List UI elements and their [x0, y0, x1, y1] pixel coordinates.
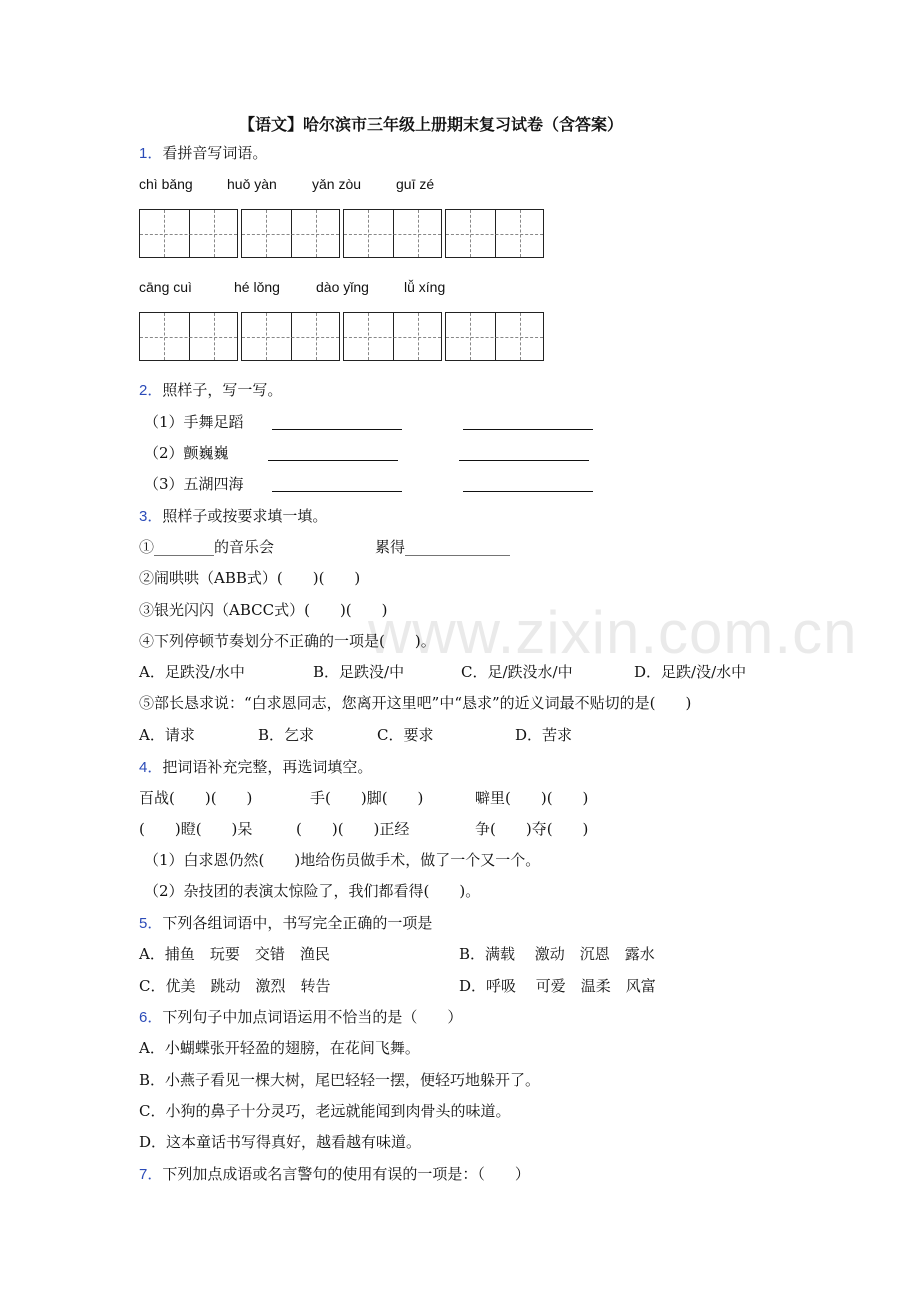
option[interactable]: B．足跌没/中: [313, 663, 405, 681]
option[interactable]: B．满载 激动 沉恩 露水: [459, 945, 655, 963]
question-3: [139, 506, 327, 527]
writing-grid[interactable]: [343, 312, 442, 361]
question-text: 照样子或按要求填一填。: [162, 507, 328, 525]
idiom-item: 百战( )( ): [139, 789, 253, 807]
option[interactable]: A．足跌没/水中: [139, 663, 245, 681]
question-1: [139, 143, 267, 164]
answer-blank[interactable]: [463, 415, 593, 430]
option[interactable]: C．优美 跳动 激烈 转告: [139, 977, 331, 995]
question-number: 1．: [139, 145, 163, 162]
question-text: 下列句子中加点词语运用不恰当的是（ ）: [162, 1008, 463, 1026]
question-number: 3．: [139, 508, 163, 525]
fill-item: ③银光闪闪（ABCC式）( )( ): [139, 601, 388, 619]
question-number: 7．: [139, 1166, 163, 1183]
question-text: 把词语补充完整，再选词填空。: [162, 758, 373, 776]
writing-grid[interactable]: [445, 209, 544, 258]
answer-blank[interactable]: [268, 446, 398, 461]
answer-blank[interactable]: [463, 477, 593, 492]
pinyin-item: guī zé: [396, 176, 435, 192]
option[interactable]: A．捕鱼 玩要 交错 渔民: [139, 945, 330, 963]
pinyin-item: huǒ yàn: [227, 176, 277, 192]
writing-grid[interactable]: [343, 209, 442, 258]
writing-grid[interactable]: [139, 312, 238, 361]
question-text: 看拼音写词语。: [162, 144, 268, 162]
pinyin-item: hé lǒng: [234, 279, 280, 295]
option[interactable]: C．小狗的鼻子十分灵巧，老远就能闻到肉骨头的味道。: [139, 1102, 511, 1120]
fill-item: ⑤部长恳求说：“白求恩同志，您离开这里吧”中“恳求”的近义词最不贴切的是( ): [139, 694, 692, 712]
example-item: （2）颤巍巍: [144, 444, 229, 462]
writing-grid[interactable]: [241, 209, 340, 258]
option[interactable]: A．小蝴蝶张开轻盈的翅膀，在花间飞舞。: [139, 1039, 420, 1057]
idiom-item: 手( )脚( ): [310, 789, 424, 807]
writing-grid[interactable]: [241, 312, 340, 361]
example-item: （1）手舞足蹈: [144, 413, 244, 431]
page-title: 【语文】哈尔滨市三年级上册期末复习试卷（含答案）: [239, 115, 624, 134]
fill-item: 累得______________: [375, 538, 511, 556]
option[interactable]: C．足/跌没水/中: [461, 663, 573, 681]
question-5: [139, 913, 432, 934]
question-number: 6．: [139, 1009, 163, 1026]
question-text: 照样子，写一写。: [162, 381, 283, 399]
idiom-item: ( )( )正经: [296, 820, 410, 838]
question-number: 4．: [139, 759, 163, 776]
fill-item: ②闹哄哄（ABB式）( )( ): [139, 569, 361, 587]
option[interactable]: A．请求: [139, 726, 195, 744]
fill-item: ④下列停顿节奏划分不正确的一项是( )。: [139, 632, 436, 650]
pinyin-item: lǚ xíng: [404, 279, 446, 295]
fill-item: ①________的音乐会: [139, 538, 275, 556]
answer-blank[interactable]: [272, 415, 402, 430]
idiom-item: 噼里( )( ): [475, 789, 589, 807]
question-6: [139, 1007, 462, 1028]
option[interactable]: B．小燕子看见一棵大树，尾巴轻轻一摆，便轻巧地躲开了。: [139, 1071, 541, 1089]
idiom-item: 争( )夺( ): [475, 820, 589, 838]
question-7: [139, 1164, 530, 1185]
watermark: www.zixin.com.cn: [368, 599, 858, 666]
option[interactable]: B．乞求: [258, 726, 315, 744]
pinyin-item: yǎn zòu: [312, 176, 362, 192]
option[interactable]: D．苦求: [515, 726, 573, 744]
pinyin-item: cāng cuì: [139, 279, 192, 295]
writing-grid[interactable]: [139, 209, 238, 258]
question-text: 下列各组词语中，书写完全正确的一项是: [162, 914, 433, 932]
writing-grid[interactable]: [445, 312, 544, 361]
answer-blank[interactable]: [459, 446, 589, 461]
pinyin-item: dào yǐng: [316, 279, 369, 295]
question-number: 5．: [139, 915, 163, 932]
fill-sentence: （2）杂技团的表演太惊险了，我们都看得( )。: [144, 882, 481, 900]
option[interactable]: C．要求: [377, 726, 434, 744]
idiom-item: ( )瞪( )呆: [139, 820, 253, 838]
option[interactable]: D．呼吸 可爱 温柔 风富: [459, 977, 656, 995]
option[interactable]: D．这本童话书写得真好，越看越有味道。: [139, 1133, 422, 1151]
option[interactable]: D．足跌/没/水中: [634, 663, 747, 681]
pinyin-item: chì bǎng: [139, 176, 193, 192]
question-number: 2．: [139, 382, 163, 399]
answer-blank[interactable]: [272, 477, 402, 492]
fill-sentence: （1）白求恩仍然( )地给伤员做手术，做了一个又一个。: [144, 851, 541, 869]
question-4: [139, 757, 372, 778]
question-text: 下列加点成语或名言警句的使用有误的一项是：（ ）: [162, 1165, 530, 1183]
example-item: （3）五湖四海: [144, 475, 244, 493]
question-2: [139, 380, 282, 401]
